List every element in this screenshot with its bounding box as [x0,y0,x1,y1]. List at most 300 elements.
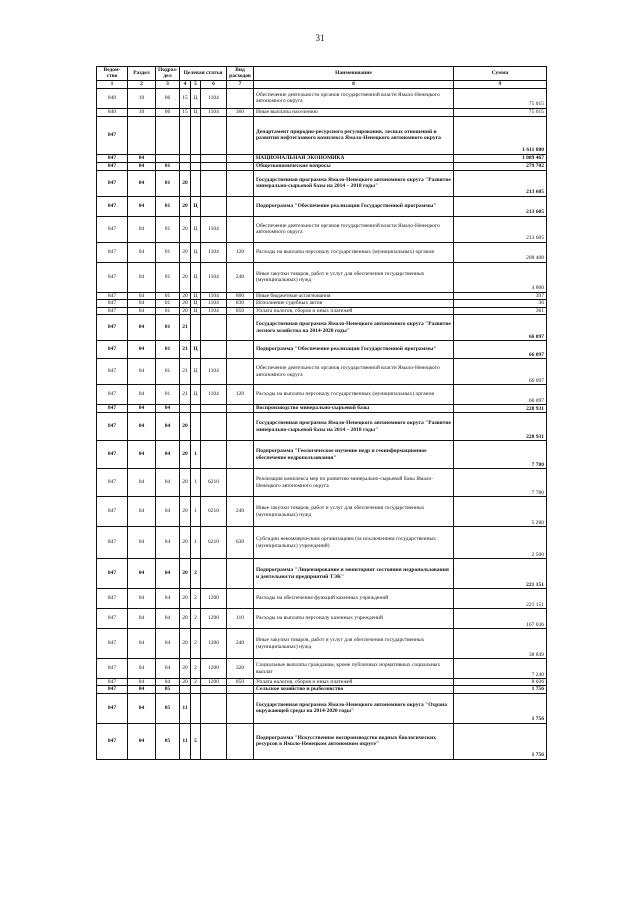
cell-sum: 4 800 [454,262,547,292]
cell-target-program: 20 [180,497,191,527]
cell-vid: 240 [227,262,254,292]
col-number: 3 [156,80,180,88]
cell-target-program [180,116,191,154]
cell-sum: 66 097 [454,359,547,385]
cell-vid [227,315,254,341]
cell-sum: 75 015 [454,108,547,116]
cell-target-program: 20 [180,262,191,292]
cell-name: Государственная программа Ямало-Ненецкого автономного округа "Развитие минерально-сырьевой базы на 2014 – 2018 годы" [254,170,454,196]
budget-table [96,66,547,760]
cell-target-subprogram: 2 [191,609,201,629]
cell-razdel: 04 [128,216,156,242]
cell-target-subprogram: Ц [191,359,201,385]
cell-target-subprogram: Ц [191,216,201,242]
cell-sum: 228 931 [454,405,547,413]
cell-podrazdel: 04 [156,659,180,679]
cell-sum: 7 780 [454,441,547,469]
table-row [97,341,547,359]
cell-ved: 847 [97,609,128,629]
cell-sum: 2 500 [454,527,547,559]
cell-razdel: 04 [128,589,156,609]
cell-podrazdel: 06 [156,88,180,108]
table-row [97,405,547,413]
cell-vid [227,196,254,216]
table-row [97,609,547,629]
cell-name: Расходы на выплаты персоналу казенных учреждений [254,609,454,629]
cell-razdel: 04 [128,686,156,693]
cell-target-code [201,154,227,162]
cell-target-code: 1104 [201,216,227,242]
cell-target-program [180,162,191,170]
cell-target-code: 1104 [201,242,227,262]
cell-target-code: 1200 [201,659,227,679]
cell-sum: 1 756 [454,723,547,759]
cell-vid [227,413,254,441]
header-name: Наименование [254,67,454,81]
cell-ved: 847 [97,559,128,589]
cell-vid [227,154,254,162]
cell-razdel: 04 [128,170,156,196]
cell-target-code: 1104 [201,88,227,108]
cell-ved: 847 [97,300,128,307]
cell-target-program: 20 [180,170,191,196]
cell-razdel: 04 [128,679,156,686]
cell-podrazdel: 01 [156,216,180,242]
cell-target-subprogram [191,162,201,170]
cell-razdel: 04 [128,307,156,314]
cell-name: Иные закупки товаров, работ и услуг для обеспечения государственных (муниципальных) нужд [254,497,454,527]
cell-target-code [201,315,227,341]
table-row [97,300,547,307]
cell-target-code: 1104 [201,108,227,116]
table-row [97,307,547,314]
cell-target-code: 1200 [201,609,227,629]
cell-ved: 847 [97,497,128,527]
cell-target-subprogram: 1 [191,527,201,559]
cell-vid: 630 [227,527,254,559]
cell-vid [227,469,254,497]
cell-target-program: 20 [180,413,191,441]
cell-target-code: 1104 [201,307,227,314]
table-row [97,589,547,609]
cell-razdel: 04 [128,300,156,307]
cell-target-subprogram: 1 [191,497,201,527]
cell-ved: 847 [97,723,128,759]
cell-podrazdel: 04 [156,559,180,589]
cell-podrazdel: 01 [156,292,180,299]
cell-ved: 847 [97,154,128,162]
cell-target-code [201,413,227,441]
cell-sum: 7 240 [454,659,547,679]
cell-ved: 847 [97,686,128,693]
cell-target-code: 1104 [201,359,227,385]
cell-podrazdel: 04 [156,629,180,659]
table-row [97,162,547,170]
cell-target-code: 6210 [201,527,227,559]
cell-target-subprogram [191,154,201,162]
table-row [97,441,547,469]
cell-target-program: 21 [180,385,191,405]
cell-target-program: 20 [180,589,191,609]
col-number: 6 [201,80,227,88]
cell-ved: 847 [97,413,128,441]
cell-name: Расходы на обеспечение функций казенных учреждений [254,589,454,609]
cell-sum: 66 097 [454,341,547,359]
cell-vid [227,723,254,759]
cell-ved: 847 [97,469,128,497]
cell-razdel: 04 [128,609,156,629]
table-row [97,559,547,589]
cell-podrazdel: 04 [156,609,180,629]
col-number: 2 [128,80,156,88]
cell-vid [227,341,254,359]
cell-vid: 360 [227,108,254,116]
cell-target-program [180,405,191,413]
cell-name: Социальные выплаты гражданам, кроме публичных нормативных социальных выплат [254,659,454,679]
cell-ved: 847 [97,341,128,359]
cell-sum: 228 931 [454,413,547,441]
cell-vid [227,216,254,242]
cell-razdel: 04 [128,629,156,659]
cell-target-subprogram [191,170,201,196]
cell-name: Сельское хозяйство и рыболовство [254,686,454,693]
cell-target-code: 1104 [201,292,227,299]
cell-ved: 847 [97,307,128,314]
cell-razdel: 10 [128,108,156,116]
cell-target-code [201,170,227,196]
cell-ved: 847 [97,359,128,385]
cell-podrazdel: 04 [156,469,180,497]
cell-target-code [201,441,227,469]
cell-target-program: 21 [180,315,191,341]
cell-vid [227,589,254,609]
cell-podrazdel: 01 [156,315,180,341]
cell-name: Исполнение судебных актов [254,300,454,307]
cell-name: Государственная программа Ямало-Ненецкого автономного округа "Развитие лесного хозяйства на 2014-2020 годы" [254,315,454,341]
cell-target-code [201,693,227,723]
cell-target-subprogram: Ц [191,108,201,116]
cell-ved: 840 [97,108,128,116]
cell-ved: 847 [97,527,128,559]
cell-target-program: 20 [180,559,191,589]
table-row [97,170,547,196]
cell-sum: 221 151 [454,589,547,609]
cell-podrazdel: 01 [156,162,180,170]
cell-podrazdel: 06 [156,108,180,116]
cell-name: Государственная программа Ямало-Ненецкого автономного округа "Охрана окружающей среды на 2014-2020 годы" [254,693,454,723]
cell-vid: 110 [227,609,254,629]
table-row [97,385,547,405]
cell-sum: 5 280 [454,497,547,527]
cell-vid: 240 [227,629,254,659]
col-number: 9 [454,80,547,88]
cell-target-program: 20 [180,679,191,686]
cell-podrazdel: 04 [156,441,180,469]
cell-name: Подпрограмма "Искусственное воспроизводство водных биологических ресурсов в Ямало-Ненецком автономном округе" [254,723,454,759]
cell-target-program: 15 [180,108,191,116]
cell-razdel: 10 [128,88,156,108]
cell-target-subprogram: 5 [191,723,201,759]
cell-sum: 66 097 [454,385,547,405]
cell-target-code: 6210 [201,497,227,527]
cell-name: Обеспечение деятельности органов государственной власти Ямало-Ненецкого автономного округа [254,88,454,108]
table-row [97,359,547,385]
table-row [97,154,547,162]
cell-target-code: 1200 [201,629,227,659]
cell-target-code [201,162,227,170]
cell-podrazdel: 05 [156,686,180,693]
cell-podrazdel: 04 [156,497,180,527]
table-row [97,196,547,216]
cell-target-subprogram [191,405,201,413]
cell-podrazdel: 05 [156,693,180,723]
header-sum: Сумма [454,67,547,81]
cell-name: Субсидии некоммерческим организациям (за исключением государственных (муниципальных) учреждений) [254,527,454,559]
cell-target-subprogram: Ц [191,262,201,292]
cell-target-subprogram: Ц [191,292,201,299]
cell-podrazdel: 04 [156,413,180,441]
cell-sum: 397 [454,292,547,299]
cell-vid [227,116,254,154]
cell-sum: 1 756 [454,693,547,723]
table-row [97,693,547,723]
cell-ved: 847 [97,405,128,413]
cell-vid: 320 [227,659,254,679]
cell-razdel: 04 [128,196,156,216]
cell-podrazdel: 05 [156,723,180,759]
cell-target-code [201,559,227,589]
cell-ved: 847 [97,262,128,292]
cell-podrazdel [156,116,180,154]
table-row [97,497,547,527]
cell-sum: 221 151 [454,559,547,589]
cell-target-subprogram: Ц [191,242,201,262]
cell-name: Подпрограмма "Обеспечение реализации Государственной программы" [254,196,454,216]
cell-vid [227,359,254,385]
cell-ved: 847 [97,170,128,196]
cell-sum: 279 702 [454,162,547,170]
table-row [97,242,547,262]
cell-name: Иные закупки товаров, работ и услуг для обеспечения государственных (муниципальных) нужд [254,262,454,292]
cell-target-subprogram: 2 [191,629,201,659]
cell-razdel: 04 [128,262,156,292]
cell-podrazdel: 01 [156,262,180,292]
cell-target-subprogram [191,413,201,441]
table-row [97,527,547,559]
cell-razdel: 04 [128,413,156,441]
cell-vid: 850 [227,307,254,314]
table-row [97,262,547,292]
cell-target-code: 6210 [201,469,227,497]
cell-ved: 840 [97,88,128,108]
cell-target-code [201,116,227,154]
cell-sum: 361 [454,307,547,314]
cell-target-subprogram: 1 [191,469,201,497]
cell-target-program: 11 [180,693,191,723]
cell-podrazdel [156,154,180,162]
cell-name: Уплата налогов, сборов и иных платежей [254,679,454,686]
cell-sum: 1 756 [454,686,547,693]
cell-vid [227,405,254,413]
cell-target-program: 20 [180,300,191,307]
cell-vid [227,170,254,196]
cell-target-code: 1104 [201,262,227,292]
col-number: 5 [191,80,201,88]
cell-name: Подпрограмма "Геологическое изучение недр и геоинформационное обеспечение недропользования" [254,441,454,469]
table-row [97,88,547,108]
header-target: Целевая статья [180,67,227,81]
cell-name: Департамент природно-ресурсного регулирования, лесных отношений и развития нефтегазового комплекса Ямало-Ненецкого автономного округа [254,116,454,154]
cell-target-code [201,723,227,759]
cell-podrazdel: 01 [156,341,180,359]
cell-target-subprogram: 2 [191,589,201,609]
col-number: 4 [180,80,191,88]
cell-sum: 7 780 [454,469,547,497]
cell-razdel: 04 [128,469,156,497]
cell-target-subprogram: Ц [191,385,201,405]
cell-target-program: 20 [180,609,191,629]
cell-vid [227,693,254,723]
cell-vid: 240 [227,497,254,527]
cell-vid: 800 [227,292,254,299]
cell-podrazdel: 01 [156,242,180,262]
table-row [97,723,547,759]
cell-razdel [128,116,156,154]
cell-razdel: 04 [128,693,156,723]
table-row [97,659,547,679]
cell-sum: 8 026 [454,679,547,686]
cell-target-subprogram: 2 [191,679,201,686]
cell-name: Уплата налогов, сборов и иных платежей [254,307,454,314]
table-row [97,315,547,341]
cell-target-subprogram: 1 [191,441,201,469]
cell-target-subprogram: Ц [191,196,201,216]
cell-razdel: 04 [128,315,156,341]
cell-ved: 847 [97,441,128,469]
cell-sum: 38 849 [454,629,547,659]
cell-target-code: 1200 [201,679,227,686]
cell-razdel: 04 [128,405,156,413]
cell-target-program: 20 [180,292,191,299]
cell-target-program: 20 [180,659,191,679]
page-number: 31 [315,33,325,43]
cell-name: Общеэкономические вопросы [254,162,454,170]
col-number: 7 [227,80,254,88]
cell-target-subprogram [191,686,201,693]
cell-target-program: 20 [180,216,191,242]
cell-target-program: 20 [180,307,191,314]
cell-sum: 213 605 [454,216,547,242]
cell-target-program: 20 [180,527,191,559]
cell-razdel: 04 [128,441,156,469]
cell-ved: 847 [97,629,128,659]
cell-ved: 847 [97,679,128,686]
cell-target-subprogram [191,116,201,154]
header-podrazdel: Подраз-дел [156,67,180,81]
cell-podrazdel: 01 [156,359,180,385]
table-row [97,116,547,154]
cell-vid: 120 [227,242,254,262]
cell-ved: 847 [97,196,128,216]
cell-name: Расходы на выплаты персоналу государственных (муниципальных) органов [254,242,454,262]
cell-target-code [201,405,227,413]
cell-vid: 120 [227,385,254,405]
cell-target-code: 1200 [201,589,227,609]
cell-razdel: 04 [128,341,156,359]
cell-target-code: 1104 [201,300,227,307]
cell-podrazdel: 01 [156,300,180,307]
cell-target-subprogram [191,315,201,341]
cell-target-program: 11 [180,723,191,759]
cell-sum: 1 611 880 [454,116,547,154]
table-row [97,469,547,497]
table-row [97,216,547,242]
cell-target-program: 21 [180,341,191,359]
cell-name: Расходы на выплаты персоналу государственных (муниципальных) органов [254,385,454,405]
cell-vid [227,441,254,469]
header-ved: Ведом-ство [97,67,128,81]
cell-name: Подпрограмма "Обеспечение реализации Государственной программы" [254,341,454,359]
cell-ved: 847 [97,116,128,154]
cell-name: Иные выплаты населению [254,108,454,116]
cell-podrazdel: 01 [156,307,180,314]
cell-name: Государственная программа Ямало-Ненецкого автономного округа "Развитие минерально-сырьевой базы на 2014 – 2018 годы" [254,413,454,441]
cell-razdel: 04 [128,242,156,262]
cell-vid [227,162,254,170]
cell-vid [227,686,254,693]
cell-razdel: 04 [128,659,156,679]
cell-sum: 213 605 [454,170,547,196]
table-row [97,686,547,693]
cell-target-program: 15 [180,88,191,108]
cell-name: Иные бюджетные ассигнования [254,292,454,299]
cell-target-code [201,341,227,359]
cell-ved: 847 [97,315,128,341]
cell-ved: 847 [97,659,128,679]
cell-sum: 213 605 [454,196,547,216]
cell-podrazdel: 04 [156,589,180,609]
cell-target-program: 21 [180,359,191,385]
cell-podrazdel: 04 [156,679,180,686]
cell-podrazdel: 01 [156,385,180,405]
cell-razdel: 04 [128,385,156,405]
cell-name: Иные закупки товаров, работ и услуг для обеспечения государственных (муниципальных) нужд [254,629,454,659]
cell-target-program [180,686,191,693]
table-row [97,292,547,299]
table-row [97,629,547,659]
cell-sum: 66 097 [454,315,547,341]
cell-razdel: 04 [128,292,156,299]
cell-podrazdel: 01 [156,196,180,216]
cell-podrazdel: 01 [156,170,180,196]
cell-vid: 850 [227,679,254,686]
cell-target-subprogram: Ц [191,341,201,359]
cell-ved: 847 [97,385,128,405]
cell-target-code [201,196,227,216]
cell-vid [227,559,254,589]
cell-razdel: 04 [128,154,156,162]
cell-ved: 847 [97,589,128,609]
cell-target-subprogram: Ц [191,307,201,314]
column-number-row [97,80,547,88]
cell-ved: 847 [97,216,128,242]
cell-razdel: 04 [128,497,156,527]
cell-razdel: 04 [128,723,156,759]
col-number: 8 [254,80,454,88]
cell-name: НАЦИОНАЛЬНАЯ ЭКОНОМИКА [254,154,454,162]
cell-name: Подпрограмма "Лицензирование и мониторинг состояния недропользования и деятельности предприятий ТЭК" [254,559,454,589]
cell-target-program [180,154,191,162]
